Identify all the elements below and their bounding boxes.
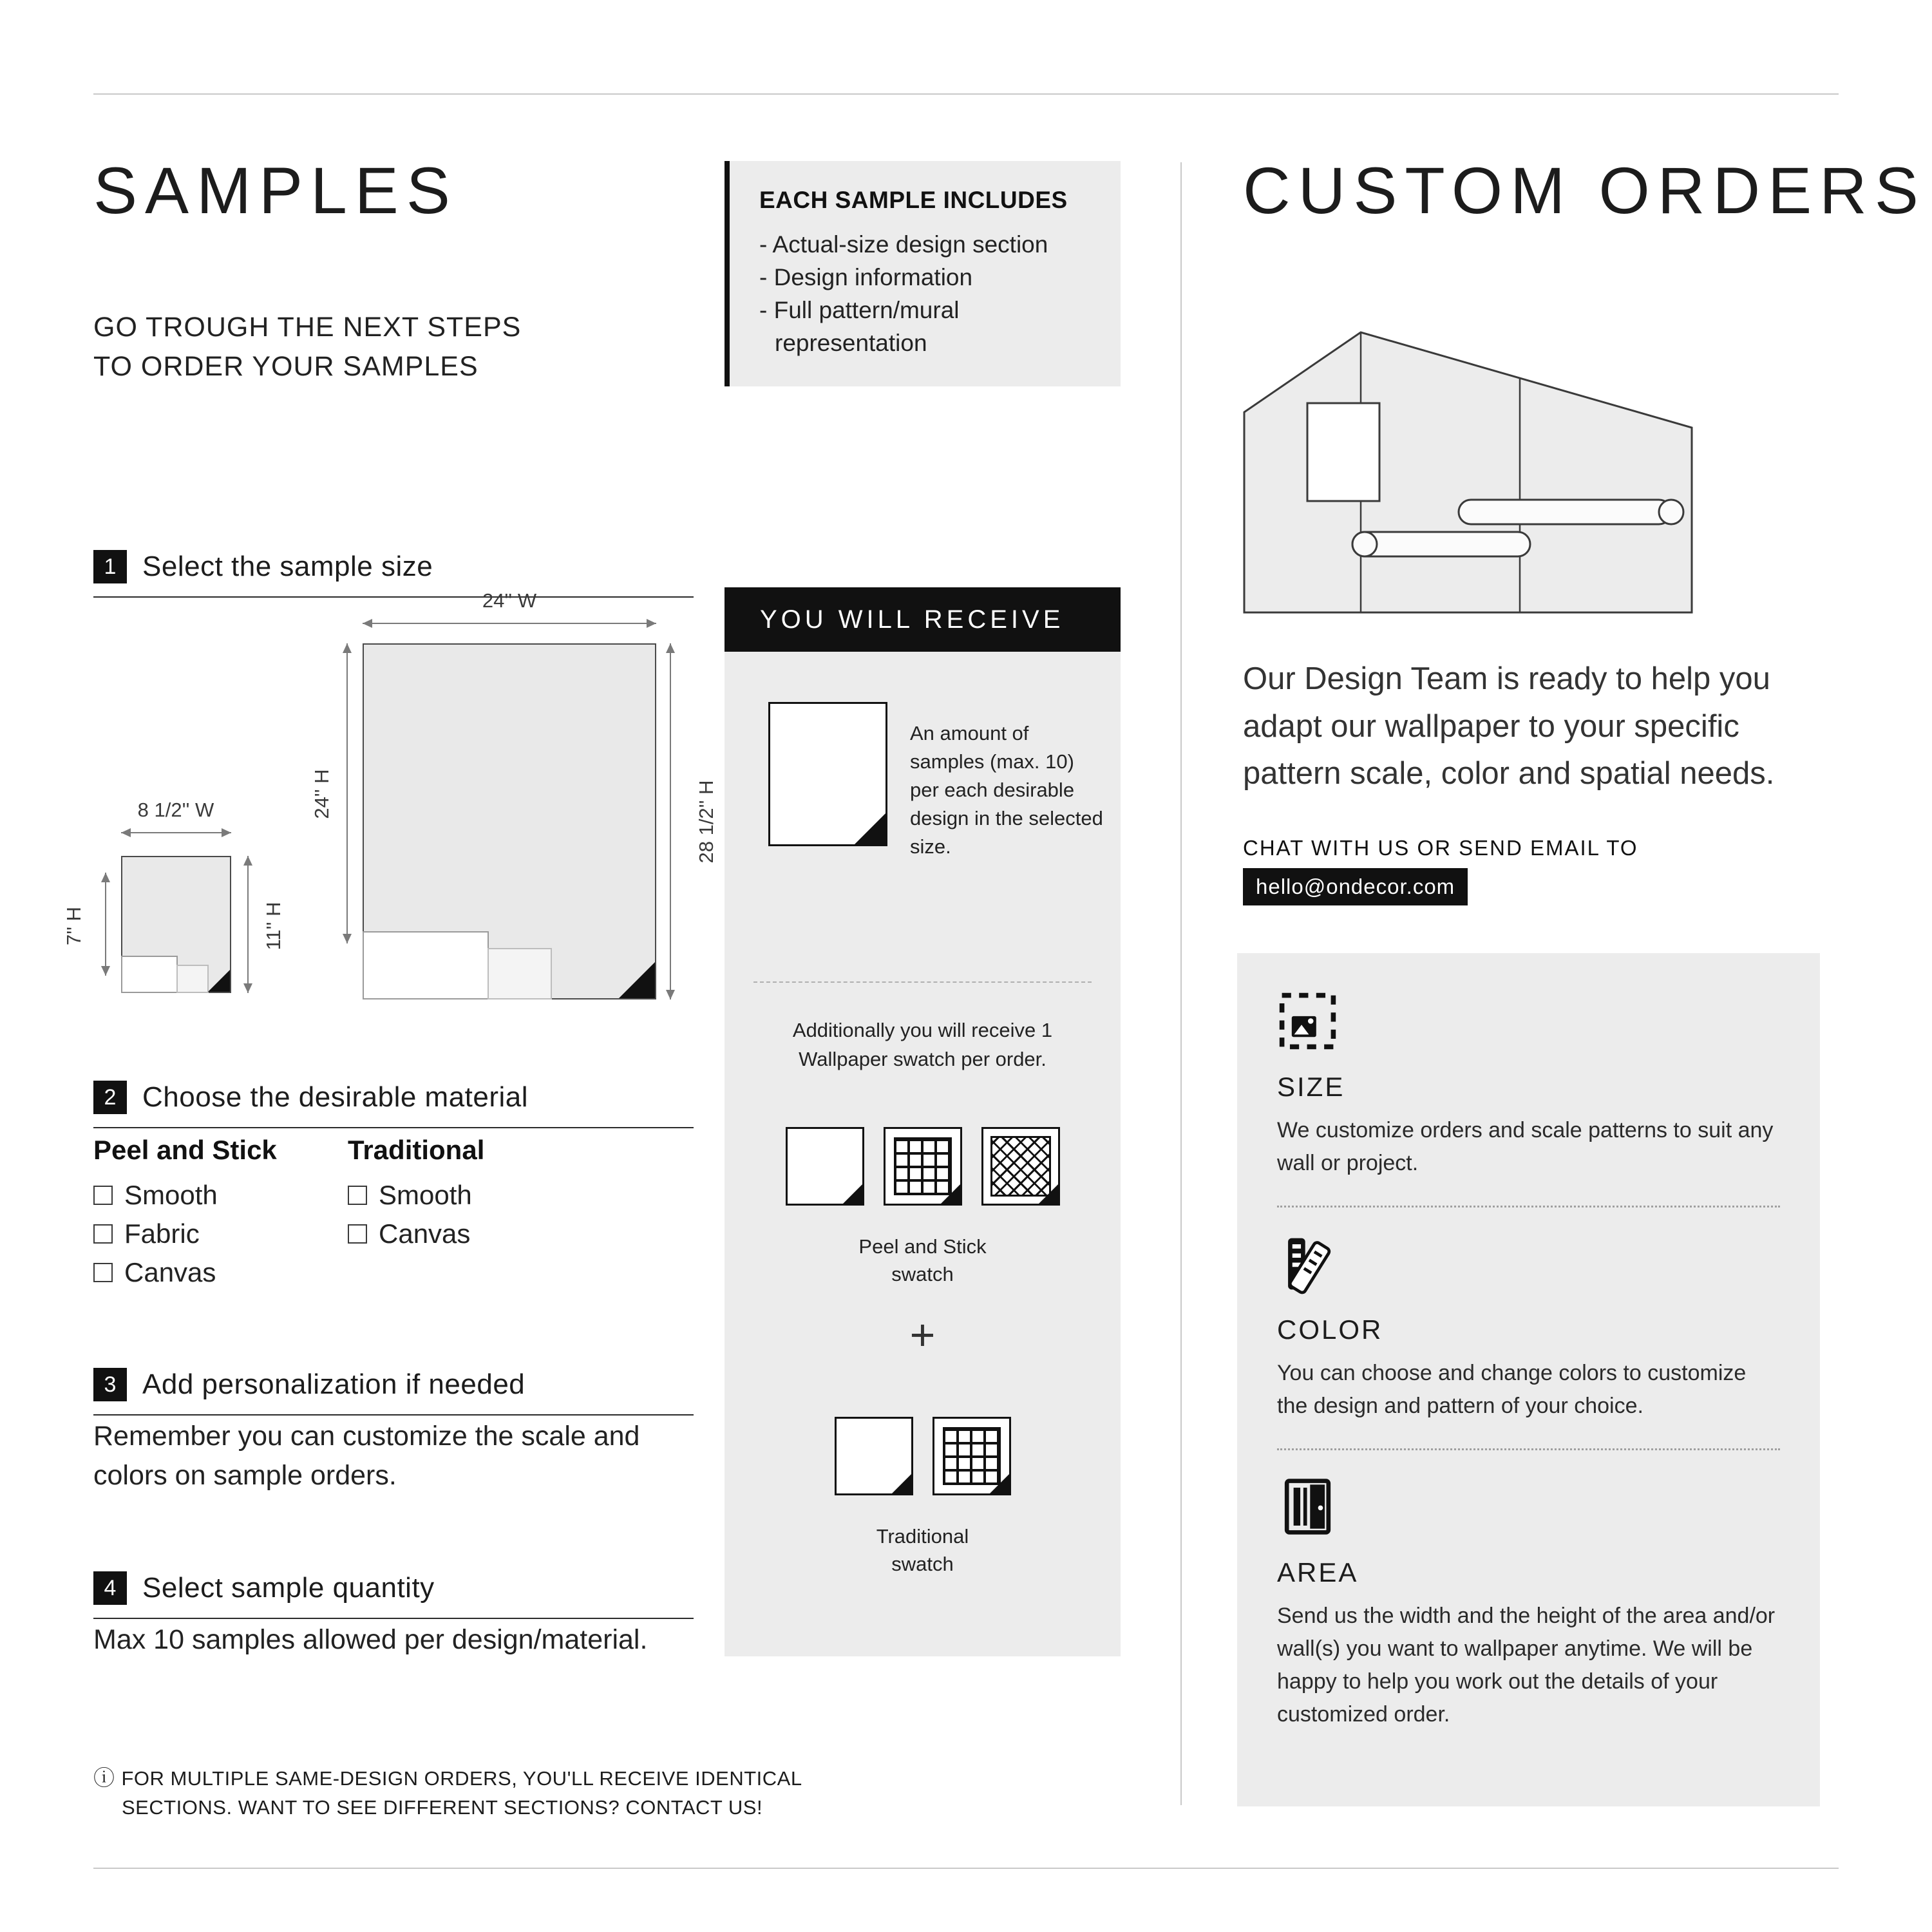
receive-header: YOU WILL RECEIVE (724, 587, 1121, 652)
step-3-label: Add personalization if needed (142, 1368, 526, 1400)
fold-corner-icon (843, 1184, 862, 1204)
fold-corner-icon (619, 962, 655, 998)
fold-corner-icon (1039, 1184, 1058, 1204)
peel-swatch-label: Peel and Stick swatch (858, 1235, 987, 1286)
traditional-title: Traditional (348, 1135, 485, 1165)
traditional-swatch-label: Traditional swatch (876, 1525, 969, 1576)
receive-panel (724, 587, 1121, 1656)
info-icon: ⓘ (93, 1766, 115, 1790)
area-door-icon (1277, 1476, 1780, 1540)
swatch-plain-icon (786, 1127, 864, 1206)
fold-corner-icon (208, 970, 230, 992)
samples-title: SAMPLES (93, 154, 458, 227)
feature-title: AREA (1277, 1557, 1359, 1587)
step-4-header (93, 1571, 694, 1619)
large-left-dim-line (346, 643, 348, 943)
checkbox[interactable] (93, 1224, 113, 1244)
material-option-label: Canvas (124, 1257, 216, 1287)
traditional-swatch-row (724, 1417, 1121, 1495)
plus-sign: + (909, 1311, 936, 1359)
feature-title: COLOR (1277, 1314, 1383, 1345)
material-option-label: Smooth (124, 1180, 218, 1210)
step-2-header (93, 1081, 694, 1128)
dotted-divider (1277, 1206, 1780, 1208)
checkbox[interactable] (348, 1186, 367, 1205)
info-footnote (93, 1763, 911, 1822)
step-4-label: Select sample quantity (142, 1572, 435, 1604)
feature-size (1277, 990, 1780, 1180)
small-right-dim-line (247, 856, 249, 993)
large-width-label: 24'' W (482, 589, 537, 612)
feature-color (1277, 1233, 1780, 1423)
checkbox[interactable] (348, 1224, 367, 1244)
custom-orders-title: CUSTOM ORDERS (1243, 154, 1926, 227)
swatch-crosshatch-icon (981, 1127, 1060, 1206)
small-sample-rect (121, 856, 231, 993)
email-badge[interactable]: hello@ondecor.com (1243, 868, 1468, 905)
peel-and-stick-title: Peel and Stick (93, 1135, 277, 1165)
material-option-trad-smooth (348, 1180, 472, 1211)
contact-label: CHAT WITH US OR SEND EMAIL TO (1243, 836, 1638, 860)
includes-item-1: - Actual-size design section (759, 231, 1048, 258)
step-4-number: 4 (93, 1571, 127, 1605)
sample-page-icon (768, 702, 887, 846)
includes-item-2: - Design information (759, 264, 973, 291)
step-3-header (93, 1368, 694, 1416)
info-footnote-text: FOR MULTIPLE SAME-DESIGN ORDERS, YOU'LL RECEIVE IDENTICAL SECTIONS. WANT TO SEE DIFFERENT SECTIONS? CONTACT US! (121, 1767, 802, 1819)
small-left-height-label: 7'' H (62, 906, 85, 946)
feature-text: We customize orders and scale patterns to suit any wall or project. (1277, 1118, 1774, 1175)
swatch-grid-icon (884, 1127, 962, 1206)
step-4-note: Max 10 samples allowed per design/material. (93, 1624, 648, 1655)
large-left-height-label: 24'' H (310, 769, 333, 819)
small-right-height-label: 11'' H (262, 902, 285, 951)
step-1-label: Select the sample size (142, 551, 433, 582)
material-option-label: Smooth (379, 1180, 472, 1210)
material-option-peel-canvas (93, 1257, 216, 1288)
size-crop-icon (1277, 990, 1780, 1055)
feature-text: You can choose and change colors to customize the design and pattern of your choice. (1277, 1361, 1747, 1418)
feature-title: SIZE (1277, 1072, 1345, 1102)
dotted-divider (1277, 1448, 1780, 1450)
swatch-grid-icon (933, 1417, 1011, 1495)
receive-samples-text: An amount of samples (max. 10) per each desirable design in the selected size. (910, 722, 1103, 858)
feature-area (1277, 1476, 1780, 1731)
small-sample-subsection (176, 965, 209, 993)
includes-box (724, 161, 1121, 386)
fold-corner-icon (990, 1474, 1009, 1493)
fold-corner-icon (941, 1184, 960, 1204)
top-rule (93, 93, 1839, 95)
receive-additional-text: Additionally you will receive 1 Wallpaper swatch per order. (792, 1019, 1053, 1070)
dashed-divider (753, 981, 1092, 983)
samples-intro (93, 308, 521, 386)
swatch-plain-icon (835, 1417, 913, 1495)
peel-swatch-row (724, 1127, 1121, 1206)
samples-intro-line2: TO ORDER YOUR SAMPLES (93, 351, 478, 383)
includes-item-3: - Full pattern/mural representation (759, 297, 960, 357)
material-option-label: Fabric (124, 1218, 200, 1249)
step-3-number: 3 (93, 1368, 127, 1401)
step-3-note: Remember you can customize the scale and colors on sample orders. (93, 1421, 640, 1492)
step-2-number: 2 (93, 1081, 127, 1114)
color-swatches-icon (1277, 1233, 1780, 1298)
material-option-label: Canvas (379, 1218, 471, 1249)
house-wall-diagram (1243, 331, 1694, 618)
material-option-peel-fabric (93, 1218, 200, 1249)
small-left-dim-line (105, 873, 106, 976)
large-right-dim-line (670, 643, 671, 999)
large-sample-subsection (488, 948, 552, 999)
material-option-peel-smooth (93, 1180, 218, 1211)
small-sample-section (121, 956, 178, 993)
checkbox[interactable] (93, 1263, 113, 1282)
custom-intro: Our Design Team is ready to help you adapt our wallpaper to your specific pattern scale, color and spatial needs. (1243, 661, 1775, 791)
step-1-number: 1 (93, 550, 127, 583)
step-2-label: Choose the desirable material (142, 1081, 529, 1113)
feature-text: Send us the width and the height of the area and/or wall(s) you want to wallpaper anytime. We will be happy to help you work out the details of your customized order. (1277, 1604, 1776, 1727)
samples-intro-line1: GO TROUGH THE NEXT STEPS (93, 312, 522, 343)
bottom-rule (93, 1868, 1839, 1869)
large-right-height-label: 28 1/2'' H (695, 780, 717, 864)
large-sample-rect (363, 643, 656, 999)
small-width-dim-line (121, 832, 231, 833)
checkbox[interactable] (93, 1186, 113, 1205)
large-width-dim-line (363, 623, 656, 624)
fold-corner-icon (855, 813, 886, 844)
large-sample-section (363, 931, 489, 999)
includes-title: EACH SAMPLE INCLUDES (759, 187, 1068, 213)
custom-features-panel (1237, 953, 1820, 1806)
fold-corner-icon (892, 1474, 911, 1493)
column-divider (1180, 162, 1182, 1805)
small-width-label: 8 1/2'' W (137, 799, 214, 821)
material-option-trad-canvas (348, 1218, 470, 1249)
